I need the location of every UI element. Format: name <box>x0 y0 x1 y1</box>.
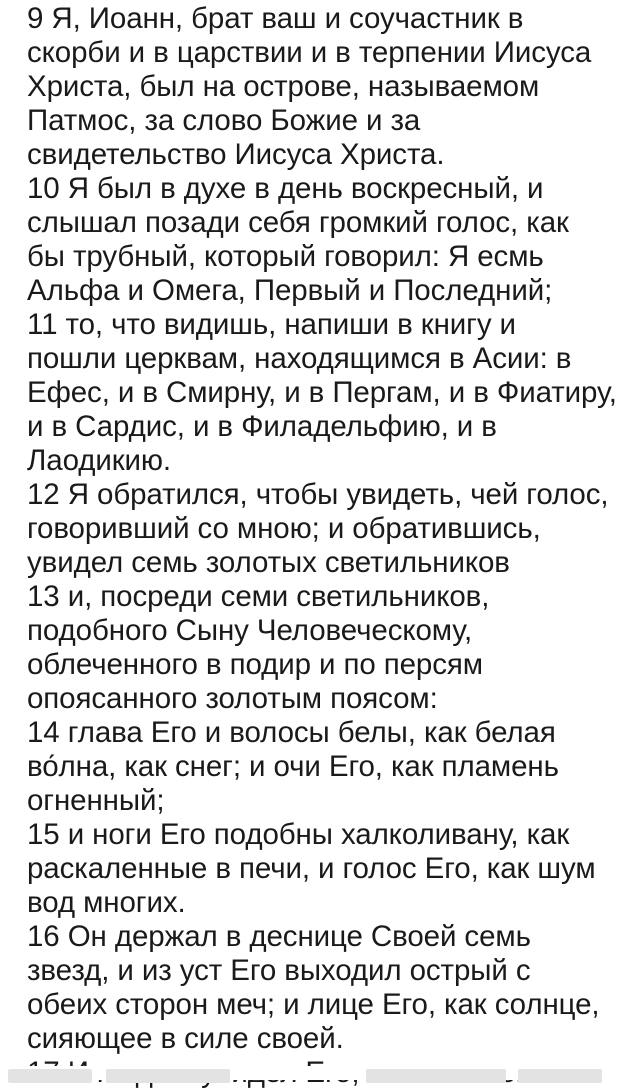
verse-text-line: 11 то, что видишь, напиши в книгу и <box>27 308 516 341</box>
verse-text-line: опоясанного золотым поясом: <box>27 682 438 715</box>
verse-text-line: Лаодикию. <box>27 444 172 477</box>
verse-text-line: Ефес, и в Смирну, и в Пергам, и в Фиатиру, <box>27 376 617 409</box>
verse-text-line: Альфа и Омега, Первый и Последний; <box>27 274 553 307</box>
toolbar-button[interactable] <box>366 1069 506 1083</box>
verse-text-line: 15 и ноги Его подобны халколивану, как <box>27 818 570 851</box>
verse-text-line: слышал позади себя громкий голос, как <box>27 206 569 239</box>
verse-text-line: 9 Я, Иоанн, брат ваш и соучастник в <box>27 2 524 35</box>
bottom-toolbar <box>0 1066 607 1080</box>
verse-text-line: бы трубный, который говорил: Я есмь <box>27 240 544 273</box>
verse-text-line: Патмос, за слово Божие и за <box>27 104 421 137</box>
verse-text-line: облеченного в подир и по персям <box>27 648 483 681</box>
toolbar-button[interactable] <box>8 1069 92 1083</box>
verse-text-line: и в Сардис, и в Филадельфию, и в <box>27 410 497 443</box>
verse-text-line: увидел семь золотых светильников <box>27 546 510 579</box>
verse-text-line: 14 глава Его и волосы белы, как белая <box>27 716 556 749</box>
verse-text-line: свидетельство Иисуса Христа. <box>27 138 445 171</box>
verse-text-line: подобного Сыну Человеческому, <box>27 614 473 647</box>
verse-text-line: 16 Он держал в деснице Своей семь <box>27 920 531 953</box>
verse-text-line: 13 и, посреди семи светильников, <box>27 580 490 613</box>
verse-text-line: огненный; <box>27 784 165 817</box>
verse-text-line: вод многих. <box>27 886 186 919</box>
verse-text-line: 10 Я был в духе в день воскресный, и <box>27 172 544 205</box>
verse-text-line: во́лна, как снег; и очи Его, как пламень <box>27 750 559 783</box>
verse-text-line: обеих сторон меч; и лице Его, как солнце, <box>27 988 600 1021</box>
toolbar-button[interactable] <box>106 1069 230 1083</box>
verse-text-line: Христа, был на острове, называемом <box>27 70 540 103</box>
verse-text-line: 12 Я обратился, чтобы увидеть, чей голос, <box>27 478 609 511</box>
toolbar-button[interactable] <box>518 1069 602 1083</box>
verse-text-line: звезд, и из уст Его выходил острый с <box>27 954 531 987</box>
verse-text-line: сияющее в силе своей. <box>27 1022 344 1055</box>
verse-text-line: раскаленные в печи, и голос Его, как шум <box>27 852 596 885</box>
verse-text-line: пошли церквам, находящимся в Асии: в <box>27 342 572 375</box>
verse-text-line: скорби и в царствии и в терпении Иисуса <box>27 36 592 69</box>
verse-text-line: говоривший со мною; и обратившись, <box>27 512 541 545</box>
